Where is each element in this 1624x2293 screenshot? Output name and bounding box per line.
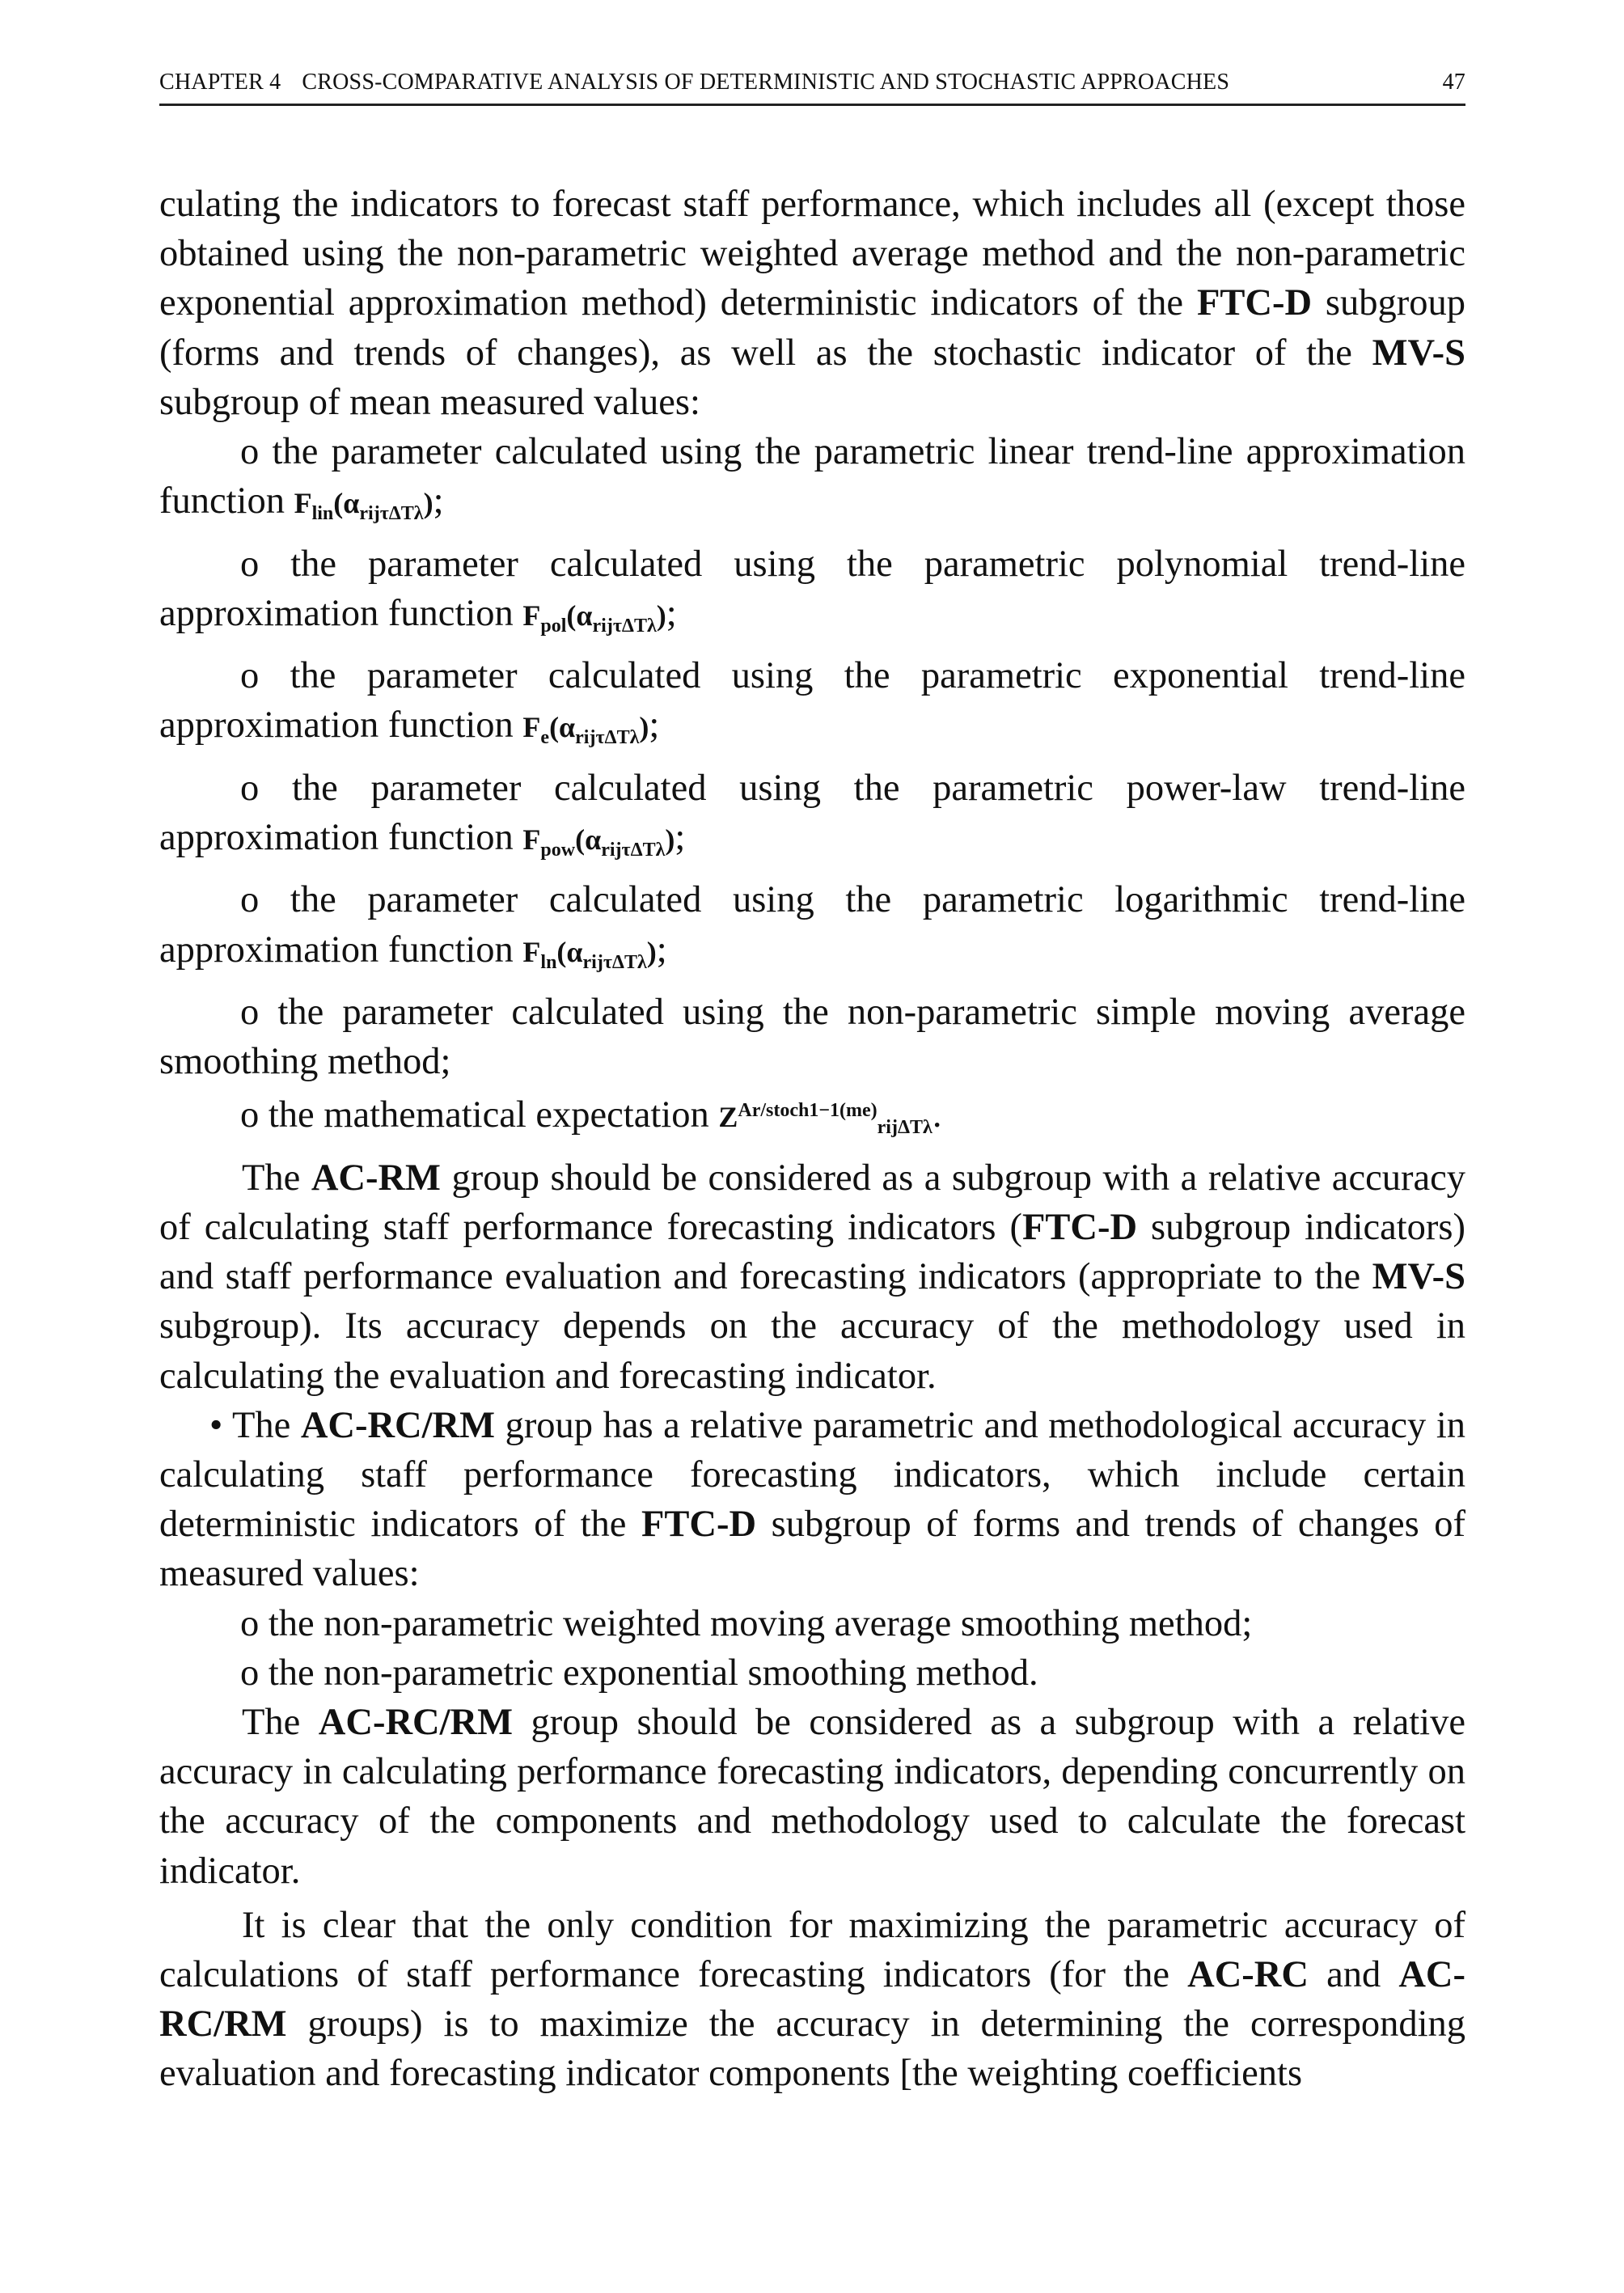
body-text bbox=[159, 180, 1465, 2099]
hollow-bullet-icon: o bbox=[240, 1094, 260, 1136]
hollow-bullet-icon: o bbox=[240, 543, 260, 585]
formula-z-expectation: $Z^{Ar/stoch1-1(me)}_{rij\Delta T\lambda}$ bbox=[718, 1100, 933, 1139]
term-ac-rc-rm: AC-RC/RM bbox=[300, 1404, 496, 1446]
page-number: 47 bbox=[1442, 70, 1465, 95]
paragraph-conclusion: It is clear that the only condition for maximizing the parametric accuracy of calculations of staff performance forecasting indicators (for the AC-RC and AC-RC/RM groups) is to maximize the accuracy in determining the corresponding evaluation and forecasting indicator components [the weighting coefficients bbox=[159, 1904, 1465, 2095]
formula-f-e: $F_e(\alpha_{rij\tau\Delta T\lambda})$ bbox=[522, 711, 649, 749]
list-item-polynomial: o the parameter calculated using the parametric polynomial trend-line approximation function $F_{pol}(\alpha_{rij\tau\Delta T\lambda})$; bbox=[159, 539, 1465, 652]
list-item-simple-moving-average: o the parameter calculated using the non-parametric simple moving average smoothing method; bbox=[159, 988, 1465, 1086]
list-item-weighted-moving-average: o the non-parametric weighted moving average smoothing method; bbox=[159, 1599, 1465, 1648]
term-ac-rc-rm: AC-RC/RM bbox=[159, 1954, 1465, 2046]
chapter-label: CHAPTER 4 bbox=[159, 70, 281, 95]
hollow-bullet-icon: o bbox=[240, 655, 260, 697]
hollow-bullet-icon: o bbox=[240, 431, 260, 473]
list-item-mathematical-expectation: o the mathematical expectation $Z^{Ar/stoch1-1(me)}_{rij\Delta T\lambda}$. bbox=[159, 1086, 1465, 1153]
term-ftc-d: FTC-D bbox=[1196, 282, 1313, 324]
hollow-bullet-icon: o bbox=[240, 767, 260, 809]
term-ftc-d: FTC-D bbox=[641, 1504, 757, 1546]
header-left bbox=[159, 70, 1229, 95]
running-header bbox=[159, 66, 1465, 106]
term-ac-rm: AC-RM bbox=[311, 1157, 441, 1199]
hollow-bullet-icon: o bbox=[240, 991, 260, 1033]
list-item-exponential: o the parameter calculated using the parametric exponential trend-line approximation function $F_e(\alpha_{rij\tau\Delta T\lambda})$; bbox=[159, 651, 1465, 764]
list-item-linear: o the parameter calculated using the parametric linear trend-line approximation function $F_{lin}(\alpha_{rij\tau\Delta T\lambda})$; bbox=[159, 427, 1465, 539]
paragraph-ac-rm: The AC-RM group should be considered as a subgroup with a relative accuracy of calculating staff performance forecasting indicators (FTC-D subgroup indicators) and staff performance evaluation and forecasting indicators (appropriate to the MV-S subgroup). Its accuracy depends on the accuracy of the methodology used in calculating the evaluation and forecasting indicator. bbox=[159, 1157, 1465, 1397]
list-item-power-law: o the parameter calculated using the parametric power-law trend-line approximation function $F_{pow}(\alpha_{rij\tau\Delta T\lambda})$; bbox=[159, 764, 1465, 876]
formula-f-pol: $F_{pol}(\alpha_{rij\tau\Delta T\lambda})$ bbox=[522, 599, 666, 637]
term-ac-rc: AC-RC bbox=[1187, 1954, 1309, 1996]
paragraph-ac-rc-rm: The AC-RC/RM group should be considered as a subgroup with a relative accuracy in calculating performance forecasting indicators, depending concurrently on the accuracy of the components and methodology used to calculate the forecast indicator. bbox=[159, 1702, 1465, 1892]
hollow-bullet-icon: o bbox=[240, 879, 260, 921]
formula-f-lin: $F_{lin}(\alpha_{rij\tau\Delta T\lambda})$ bbox=[294, 487, 433, 525]
paragraph-continuation: culating the indicators to forecast staff performance, which includes all (except those obtained using the non-parametric weighted average method and the non-parametric exponential approximation method) deterministic indicators of the FTC-D subgroup (forms and trends of changes), as well as the stochastic indicator of the MV-S subgroup of mean measured values: bbox=[159, 184, 1465, 423]
hollow-bullet-icon: o bbox=[240, 1602, 260, 1644]
term-ac-rc-rm: AC-RC/RM bbox=[318, 1702, 513, 1744]
bullet-ac-rc-rm: • The AC-RC/RM group has a relative parametric and methodological accuracy in calculating staff performance forecasting indicators, which include certain deterministic indicators of the FTC-D subgroup of forms and trends of changes of measured values: bbox=[159, 1404, 1465, 1595]
chapter-title: CROSS-COMPARATIVE ANALYSIS OF DETERMINISTIC AND STOCHASTIC APPROACHES bbox=[302, 70, 1230, 95]
formula-f-pow: $F_{pow}(\alpha_{rij\tau\Delta T\lambda})$ bbox=[522, 823, 675, 861]
bullet-icon: • bbox=[209, 1404, 223, 1446]
term-mv-s: MV-S bbox=[1372, 1256, 1465, 1298]
list-item-exponential-smoothing: o the non-parametric exponential smoothing method. bbox=[159, 1648, 1465, 1698]
term-ftc-d: FTC-D bbox=[1021, 1206, 1138, 1248]
formula-f-ln: $F_{ln}(\alpha_{rij\tau\Delta T\lambda})$ bbox=[522, 935, 657, 973]
term-mv-s: MV-S bbox=[1372, 332, 1465, 374]
hollow-bullet-icon: o bbox=[240, 1652, 260, 1694]
list-item-logarithmic: o the parameter calculated using the parametric logarithmic trend-line approximation function $F_{ln}(\alpha_{rij\tau\Delta T\lambda})$; bbox=[159, 875, 1465, 988]
